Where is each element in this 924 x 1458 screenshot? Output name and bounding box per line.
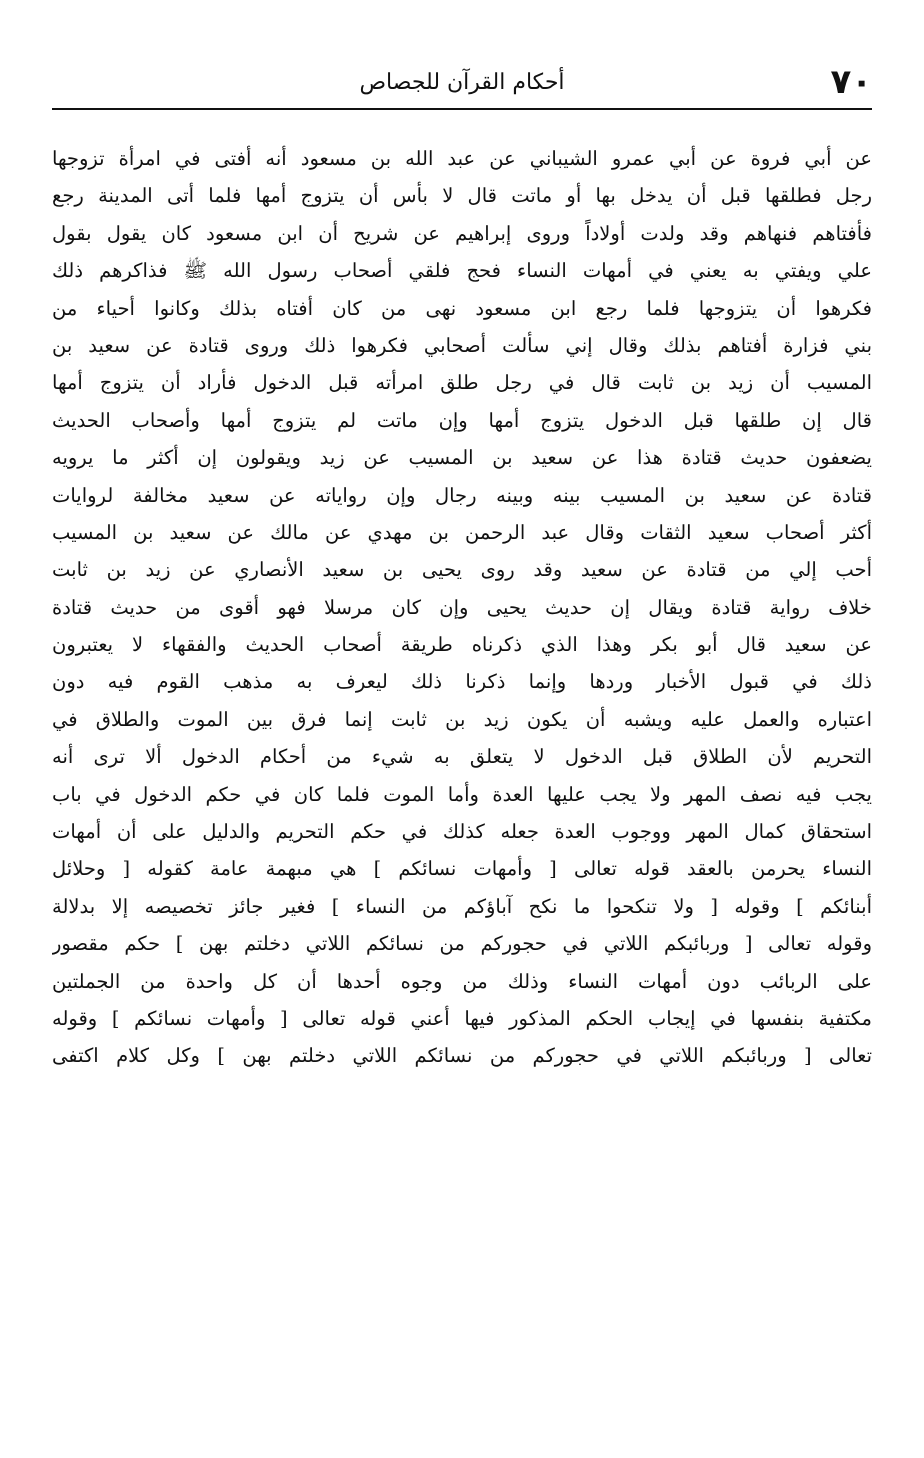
text-line: على الربائب دون أمهات النساء وذلك من وجوه أحدها أن كل واحدة من الجملتين <box>52 969 872 993</box>
text-line: ذلك في قبول الأخبار وردها وإنما ذكرنا ذلك ليعرف به مذهب القوم فيه دون <box>52 670 872 694</box>
text-line: فأفتاهم فنهاهم وقد ولدت أولاداً وروى إبراهيم عن شريح أن ابن مسعود كان يقول بقول <box>52 221 872 245</box>
text-line: علي ويفتي به يعني في أمهات النساء فحج فلقي أصحاب رسول الله ﷺ فذاكرهم ذلك <box>52 259 872 283</box>
text-line: المسيب أن زيد بن ثابت قال في رجل طلق امرأته قبل الدخول فأراد أن يتزوج أمها <box>52 371 872 395</box>
text-line: عن سعيد قال أبو بكر وهذا الذي ذكرناه طريقة أصحاب الحديث والفقهاء لا يعتبرون <box>52 633 872 657</box>
page-number: ٧٠ <box>830 62 872 102</box>
text-line: أحب إلي من قتادة عن سعيد وقد روى يحيى بن سعيد الأنصاري عن زيد بن ثابت <box>52 558 872 582</box>
running-title: أحكام القرآن للجصاص <box>359 70 565 95</box>
text-line: أكثر أصحاب سعيد الثقات وقال عبد الرحمن بن مهدي عن مالك عن سعيد بن المسيب <box>52 520 872 544</box>
text-line: رجل فطلقها قبل أن يدخل بها أو ماتت قال لا بأس أن يتزوج أمها فلما أتى المدينة رجع <box>52 184 872 208</box>
text-line: عن أبي فروة عن أبي عمرو الشيباني عن عبد الله بن مسعود أنه أفتى في امرأة تزوجها <box>52 147 872 170</box>
text-line: تعالى [ وربائبكم اللاتي في حجوركم من نسائكم اللاتي دخلتم بهن ] وكل كلام اكتفى <box>52 1044 872 1068</box>
text-line: استحقاق كمال المهر ووجوب العدة جعله كذلك في حكم التحريم والدليل على أن أمهات <box>52 820 872 844</box>
text-line: قتادة عن سعيد بن المسيب بينه وبينه رجال وإن رواياته عن سعيد مخالفة لروايات <box>52 483 872 507</box>
text-line: أبنائكم ] وقوله [ ولا تنكحوا ما نكح آباؤكم من النساء ] فغير جائز تخصيصه إلا بدلالة <box>52 894 872 918</box>
text-line: النساء يحرمن بالعقد قوله تعالى [ وأمهات نسائكم ] هي مبهمة عامة كقوله [ وحلائل <box>52 857 872 881</box>
text-line: اعتباره والعمل عليه ويشبه أن يكون زيد بن ثابت إنما فرق بين الموت والطلاق في <box>52 707 872 731</box>
text-line: خلاف رواية قتادة ويقال إن حديث يحيى وإن كان مرسلا فهو أقوى من حديث قتادة <box>52 595 872 619</box>
text-line: بني فزارة أفتاهم بذلك وقال إني سألت أصحابي فكرهوا ذلك وروى قتادة عن سعيد بن <box>52 333 872 357</box>
text-line: فكرهوا أن يتزوجها فلما رجع ابن مسعود نهى من كان أفتاه بذلك وكانوا أحياء من <box>52 296 872 320</box>
text-line: يجب فيه نصف المهر ولا يجب عليها العدة وأما الموت فلما كان في حكم الدخول في باب <box>52 782 872 806</box>
text-line: التحريم لأن الطلاق قبل الدخول لا يتعلق به شيء من أحكام الدخول ألا ترى أنه <box>52 745 872 769</box>
text-line: قال إن طلقها قبل الدخول يتزوج أمها وإن ماتت لم يتزوج أمها وأصحاب الحديث <box>52 408 872 432</box>
text-line: مكتفية بنفسها في إيجاب الحكم المذكور فيها أعني قوله تعالى [ وأمهات نسائكم ] وقوله <box>52 1006 872 1030</box>
body-text <box>52 140 872 1075</box>
text-line: وقوله تعالى [ وربائبكم اللاتي في حجوركم من نسائكم اللاتي دخلتم بهن ] حكم مقصور <box>52 932 872 956</box>
header-rule <box>52 108 872 110</box>
text-line: يضعفون حديث قتادة هذا عن سعيد بن المسيب عن زيد ويقولون إن أكثر ما يرويه <box>52 446 872 470</box>
page-header <box>52 62 872 106</box>
